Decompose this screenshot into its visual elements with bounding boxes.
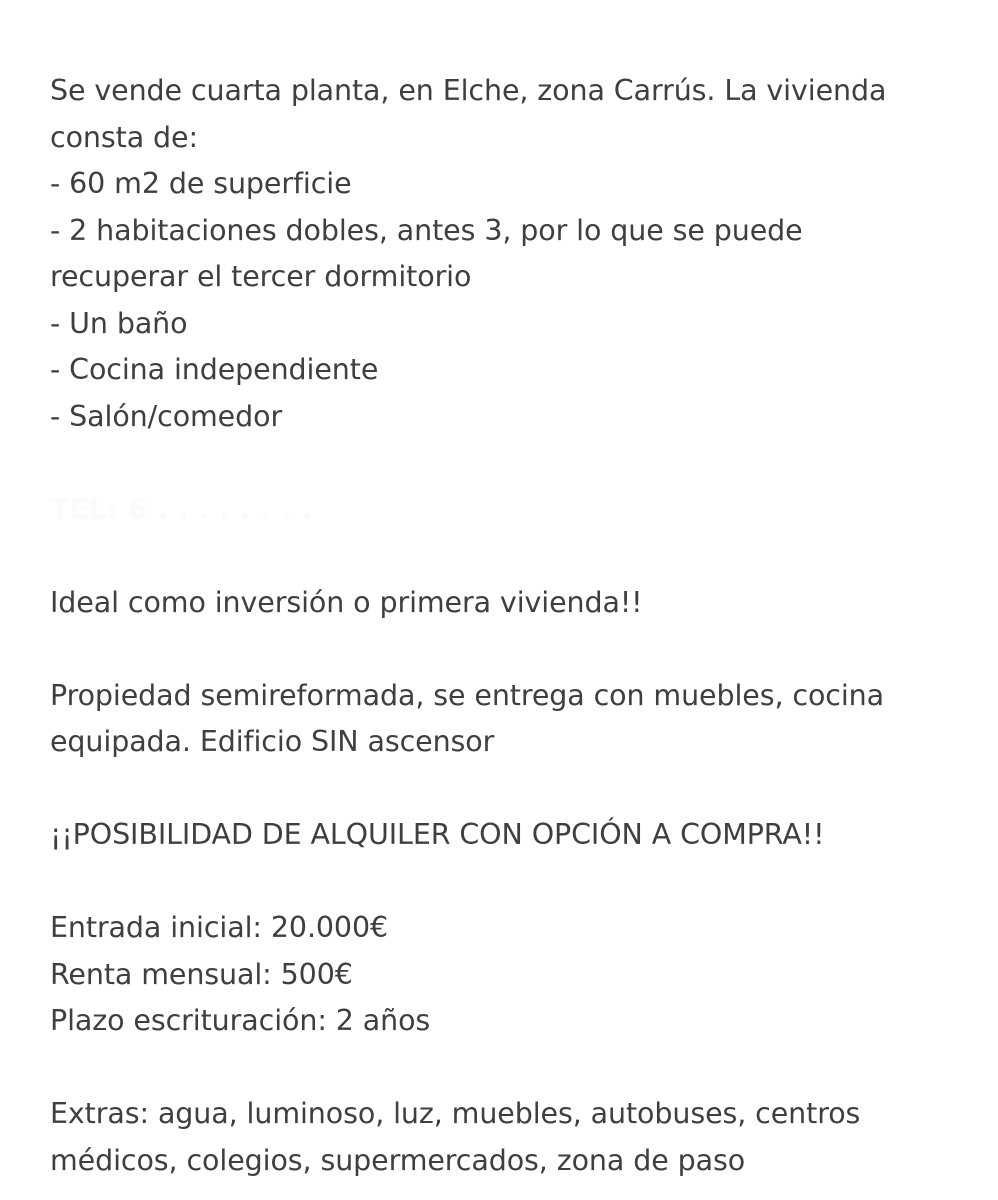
spacer <box>50 440 950 487</box>
listing-description <box>50 68 950 1184</box>
term-item: Entrada inicial: 20.000€ <box>50 911 389 944</box>
intro-line: Se vende cuarta planta, en Elche, zona Carrús. La vivienda <box>50 74 887 107</box>
feature-item: - Salón/comedor <box>50 399 283 433</box>
extras-line: Extras: agua, luminoso, luz, muebles, autobuses, centros <box>50 1097 861 1130</box>
spacer <box>50 626 950 673</box>
rent-option-banner: ¡¡POSIBILIDAD DE ALQUILER CON OPCIÓN A COMPRA!! <box>50 818 825 851</box>
feature-item: - Cocina independiente <box>50 353 379 386</box>
spacer <box>50 766 950 813</box>
feature-item: - 60 m2 de superficie <box>50 167 352 200</box>
property-description: Propiedad semireformada, se entrega con muebles, cocina <box>50 678 885 712</box>
feature-item: - 2 habitaciones dobles, antes 3, por lo que se puede <box>50 213 803 247</box>
spacer <box>50 1045 950 1092</box>
feature-item: - Un baño <box>50 306 188 340</box>
term-item: Renta mensual: 500€ <box>50 957 353 991</box>
feature-item: recuperar el tercer dormitorio <box>50 260 472 293</box>
spacer <box>50 533 950 580</box>
property-description: equipada. Edificio SIN ascensor <box>50 725 495 758</box>
intro-line: consta de: <box>50 120 198 154</box>
term-item: Plazo escrituración: 2 años <box>50 1004 431 1037</box>
extras-line: médicos, colegios, supermercados, zona de paso <box>50 1143 746 1177</box>
faded-phone-text: TEL: 6 . . . . . . . . <box>50 492 313 526</box>
spacer <box>50 859 950 906</box>
ideal-statement: Ideal como inversión o primera vivienda!! <box>50 585 643 619</box>
